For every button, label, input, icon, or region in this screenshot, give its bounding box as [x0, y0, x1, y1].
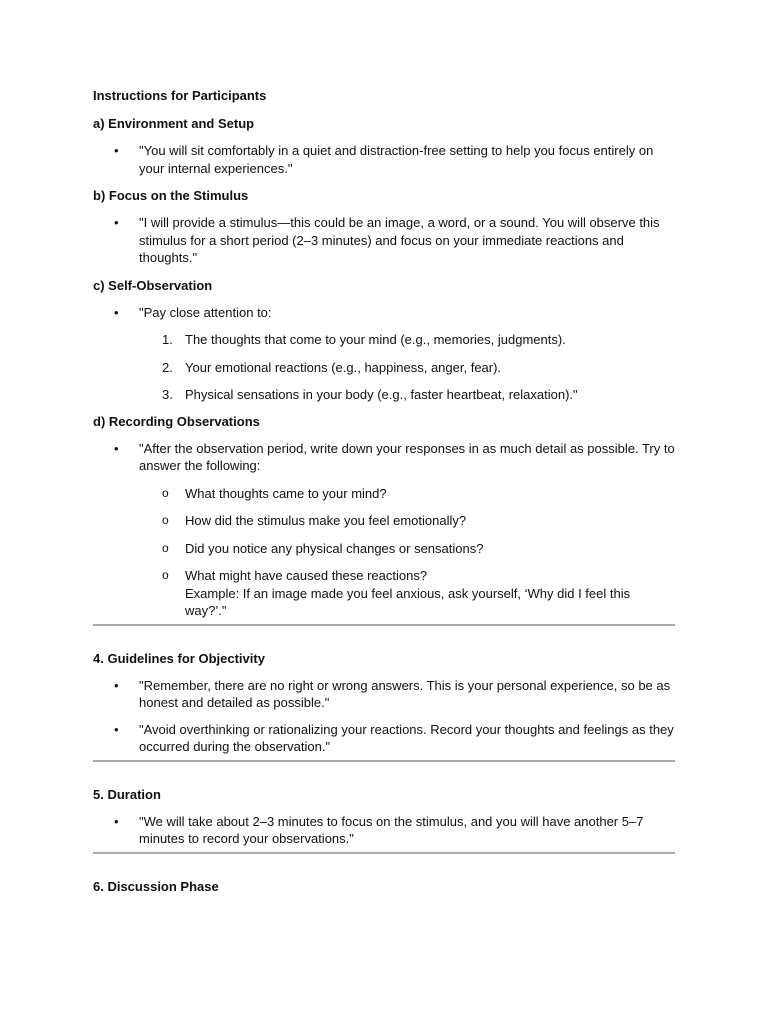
- section-heading-duration: 5. Duration: [93, 786, 161, 802]
- document-title: Instructions for Participants: [93, 88, 267, 103]
- list-item: [93, 540, 675, 558]
- example-text: Example: If an image made you feel anxious, ask yourself, ‘Why did I feel this way?’.": [185, 585, 631, 618]
- horizontal-rule: [93, 760, 675, 762]
- section-heading-environment: a) Environment and Setup: [93, 116, 255, 131]
- list-item-text: How did the stimulus make you feel emotionally?: [185, 513, 467, 528]
- list-number: 3.: [162, 387, 173, 402]
- bullet-list: [93, 304, 675, 322]
- horizontal-rule: [93, 852, 675, 854]
- list-item: [93, 331, 675, 349]
- list-item: [93, 304, 675, 322]
- list-item: [93, 677, 675, 712]
- list-item-text: Your emotional reactions (e.g., happiness, anger, fear).: [185, 359, 502, 375]
- bullet-list: [93, 677, 675, 756]
- bullet-list: [93, 813, 675, 848]
- list-item: [93, 142, 675, 177]
- bullet-list: [93, 440, 675, 475]
- list-item: [93, 567, 675, 620]
- bullet-list: [93, 214, 675, 267]
- list-item: [93, 359, 675, 377]
- list-item: [93, 485, 675, 503]
- list-number: 1.: [162, 332, 173, 347]
- section-heading-stimulus: b) Focus on the Stimulus: [93, 188, 249, 203]
- list-item: [93, 512, 675, 530]
- list-item-text: Did you notice any physical changes or sensations?: [185, 540, 484, 556]
- list-item-text: "After the observation period, write down your responses in as much detail as possible. Try to answer the following:: [139, 440, 675, 473]
- list-marker: o: [162, 568, 169, 582]
- list-number: 2.: [162, 359, 173, 375]
- list-item-text: "Avoid overthinking or rationalizing your reactions. Record your thoughts and feelings as they occurred during the observation.": [139, 721, 674, 754]
- list-item: [93, 440, 675, 475]
- horizontal-rule: [93, 624, 675, 626]
- section-heading-discussion: 6. Discussion Phase: [93, 878, 219, 894]
- list-item-text: What might have caused these reactions?: [185, 568, 428, 583]
- list-item: [93, 721, 675, 756]
- section-heading-guidelines: 4. Guidelines for Objectivity: [93, 650, 265, 666]
- list-item-text: What thoughts came to your mind?: [185, 485, 387, 501]
- list-marker: o: [162, 485, 169, 500]
- section-heading-recording: d) Recording Observations: [93, 413, 260, 429]
- bullet-list: [93, 142, 675, 177]
- list-item-text: The thoughts that come to your mind (e.g., memories, judgments).: [185, 332, 566, 347]
- list-item-text: Physical sensations in your body (e.g., faster heartbeat, relaxation).": [185, 387, 578, 402]
- list-item-text: "We will take about 2–3 minutes to focus on the stimulus, and you will have another 5–7 minutes to record your observations.": [139, 813, 644, 846]
- list-item-text: "Pay close attention to:: [139, 304, 272, 320]
- list-marker: o: [162, 513, 169, 527]
- list-item: [93, 214, 675, 267]
- sub-bullet-list: [93, 485, 675, 620]
- numbered-list: [93, 331, 675, 404]
- list-item-text: "I will provide a stimulus—this could be an image, a word, or a sound. You will observe this stimulus for a short period (2–3 minutes) and focus on your immediate reactions and thoughts.": [139, 215, 660, 265]
- document-body: [93, 87, 675, 895]
- list-item: [93, 813, 675, 848]
- list-item-text: "You will sit comfortably in a quiet and distraction-free setting to help you focus entirely on your internal experiences.": [139, 143, 654, 176]
- section-heading-self-observation: c) Self-Observation: [93, 277, 213, 293]
- list-item: [93, 386, 675, 404]
- list-marker: o: [162, 540, 169, 555]
- list-item-text: "Remember, there are no right or wrong answers. This is your personal experience, so be as honest and detailed as possible.": [139, 677, 671, 710]
